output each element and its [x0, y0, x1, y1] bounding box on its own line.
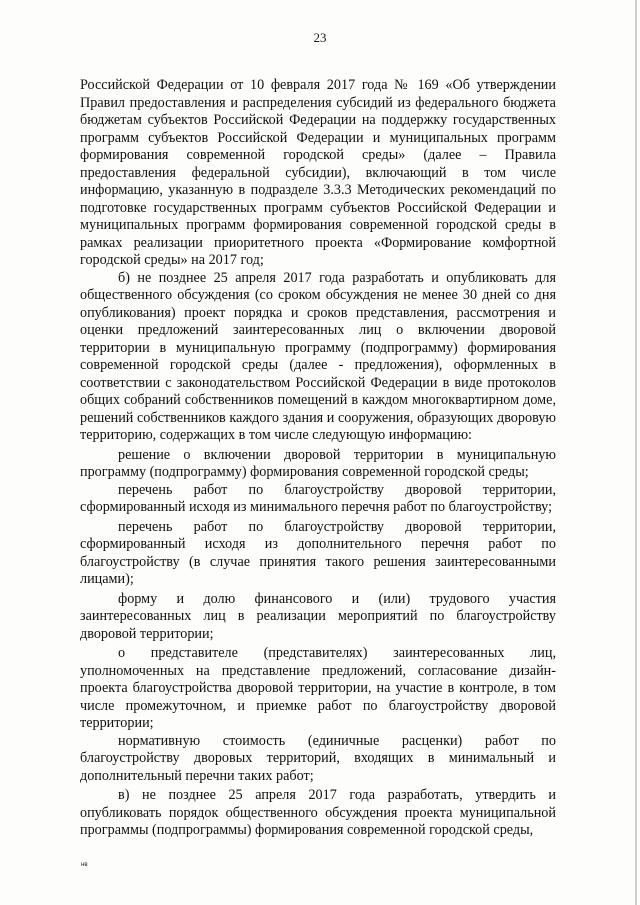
page-number: 23: [313, 30, 327, 45]
paragraph-representatives: о представителе (представителях) заинтересованных лиц, уполномоченных на представление предложений, согласование дизайн-проекта благоустройства дворовой территории, на участие в контроле, в том числе промежуточном, и приемке работ по благоустройству дворовой территории;: [80, 645, 556, 731]
document-body: [80, 77, 556, 840]
footer-initials: нв: [81, 862, 88, 868]
paragraph-inclusion-decision: решение о включении дворовой территории в муниципальную программу (подпрограмму) формирования современной городской среды;: [80, 446, 556, 480]
paragraph-item-v: в) не позднее 25 апреля 2017 года разработать, утвердить и опубликовать порядок общественного обсуждения проекта муниципальной программы (подпрограммы) формирования современной городской среды,: [80, 787, 556, 838]
paragraph-normative-cost: нормативную стоимость (единичные расценки) работ по благоустройству дворовых территорий, входящих в минимальный и дополнительный перечни таких работ;: [80, 732, 556, 784]
paragraph-item-b: б) не позднее 25 апреля 2017 года разработать и опубликовать для общественного обсуждения (со сроком обсуждения не менее 30 дней со дня опубликования) проект порядка и сроков представления, рассмотрения и оценки предложений заинтересованных лиц о включении дворовой территории в муниципальную программу (подпрограмму) формирования современной городской среды (далее - предложения), оформленных в соответствии с законодательством Российской Федерации в виде протоколов общих собраний собственников помещений в каждом многоквартирном доме, решений собственников каждого здания и сооружения, образующих дворовую территорию, содержащих в том числе следующую информацию:: [80, 269, 556, 443]
paragraph-participation-form: форму и долю финансового и (или) трудового участия заинтересованных лиц в реализации мероприятий по благоустройству дворовой территории;: [80, 590, 556, 642]
scan-edge-line: [635, 0, 637, 905]
paragraph-continuation: Российской Федерации от 10 февраля 2017 года № 169 «Об утверждении Правил предоставления и распределения субсидий из федерального бюджета бюджетам субъектов Российской Федерации на поддержку государственных программ субъектов Российской Федерации и муниципальных программ формирования современной городской среды» (далее – Правила предоставления федеральной субсидии), включающий в том числе информацию, указанную в подразделе 3.3.3 Методических рекомендаций по подготовке государственных программ субъектов Российской Федерации и муниципальных программ формирования современной городской среды в рамках реализации приоритетного проекта «Формирование комфортной городской среды» на 2017 год;: [80, 77, 556, 268]
paragraph-minimal-works-list: перечень работ по благоустройству дворовой территории, сформированный исходя из минимального перечня работ по благоустройству;: [80, 481, 556, 515]
paragraph-additional-works-list: перечень работ по благоустройству дворовой территории, сформированный исходя из дополнительного перечня работ по благоустройству (в случае принятия такого решения заинтересованными лицами);: [80, 518, 556, 587]
